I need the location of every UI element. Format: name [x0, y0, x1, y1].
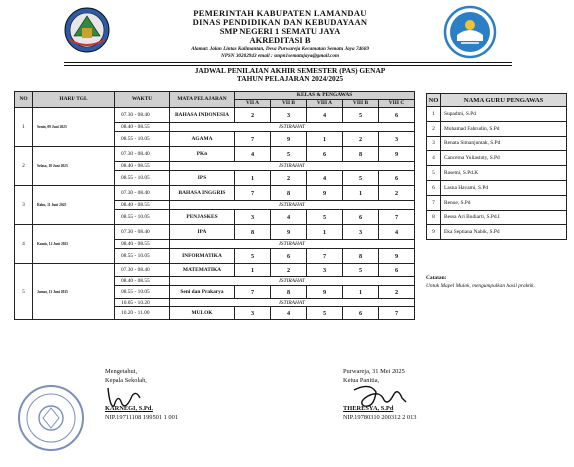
proctor-number: 1: [307, 132, 343, 147]
proctor-number: 2: [271, 264, 307, 277]
subject: PKn: [170, 147, 235, 162]
teacher-no: 6: [427, 180, 441, 195]
time-slot: 08.55 - 10.05: [115, 249, 170, 264]
time-slot: 08.40 - 08.55: [115, 162, 170, 171]
signatory-nip: NIP.19711108 199501 1 001: [105, 414, 179, 421]
proctor-number: 6: [343, 307, 379, 320]
time-slot: 08.40 - 08.55: [115, 240, 170, 249]
header-class: VIII C: [379, 100, 415, 108]
day-number: 2: [15, 147, 33, 186]
day-number: 3: [15, 186, 33, 225]
proctor-number: 1: [307, 225, 343, 240]
signatory-nip: NIP.19780310 200312 2 013: [343, 414, 417, 421]
teacher-name: Renoe, S.Pd: [441, 195, 567, 210]
letterhead-school: SMP NEGERI 1 SEMATU JAYA: [219, 26, 341, 36]
day-date: Kamis, 12 Juni 2025: [33, 225, 115, 264]
time-slot: 07.30 - 08.40: [115, 225, 170, 240]
signature-line-1: Purwareja, 31 Mei 2025: [343, 368, 405, 375]
header-class: VII A: [235, 100, 271, 108]
table-row: [15, 225, 415, 240]
district-logo-icon: [62, 6, 112, 54]
note-text: Untuk Mapel Mulok, mengumpulkan hasil praktik.: [426, 283, 535, 289]
subject: Seni dan Prakarya: [170, 286, 235, 299]
header-day: HARI/ TGL: [33, 92, 115, 108]
proctor-number: 8: [343, 249, 379, 264]
proctor-number: 5: [343, 171, 379, 186]
table-row: [15, 186, 415, 201]
signature-line-1: Mengetahui,: [105, 368, 138, 375]
teacher-no: 4: [427, 151, 441, 166]
time-slot: 08.55 - 10.05: [115, 286, 170, 299]
time-slot: 07.30 - 08.40: [115, 147, 170, 162]
proctor-number: 5: [307, 210, 343, 225]
committee-chair-signature-icon: [350, 380, 410, 414]
teacher-row: [427, 121, 567, 136]
teacher-name: Supadmi, S.Pd: [441, 107, 567, 122]
proctor-number: 8: [343, 147, 379, 162]
proctor-number: 7: [235, 286, 271, 299]
proctor-number: 7: [379, 307, 415, 320]
proctor-number: 2: [379, 286, 415, 299]
break-label: ISTIRAHAT: [170, 201, 415, 210]
proctor-number: 3: [307, 264, 343, 277]
proctor-number: 9: [307, 186, 343, 201]
signature-line-2: Ketua Panitia,: [343, 377, 380, 384]
proctor-number: 1: [343, 186, 379, 201]
time-slot: 10.20 - 11.00: [115, 307, 170, 320]
teacher-row: [427, 180, 567, 195]
proctor-number: 2: [343, 132, 379, 147]
proctor-number: 6: [379, 108, 415, 123]
header-no: NO: [15, 92, 33, 108]
teacher-row: [427, 225, 567, 240]
proctor-number: 9: [307, 286, 343, 299]
letterhead-department: DINAS PENDIDIKAN DAN KEBUDAYAAN: [192, 17, 368, 27]
document-title: [130, 67, 450, 83]
headmaster-signature-icon: [104, 384, 144, 412]
teacher-no: 3: [427, 136, 441, 151]
time-slot: 08.40 - 08.55: [115, 277, 170, 286]
time-slot: 07.30 - 08.40: [115, 264, 170, 277]
letterhead-contact: NPSN 30202943 email : smpn1sematujaya@gmail.com: [220, 53, 339, 59]
proctor-number: 3: [343, 225, 379, 240]
break-label: ISTIRAHAT: [170, 240, 415, 249]
exam-schedule-table: [14, 91, 415, 320]
proctor-number: 7: [235, 132, 271, 147]
subject: MULOK: [170, 307, 235, 320]
proctor-number: 4: [307, 108, 343, 123]
day-date: Jumat, 13 Juni 2025: [33, 264, 115, 320]
subject: MATEMATIKA: [170, 264, 235, 277]
break-label: ISTIRAHAT: [170, 299, 415, 307]
school-stamp-icon: [13, 383, 93, 453]
proctor-number: 9: [379, 249, 415, 264]
proctor-number: 5: [271, 147, 307, 162]
proctor-number: 8: [271, 186, 307, 201]
title-line-2: TAHUN PELAJARAN 2024/2025: [236, 74, 344, 83]
note-label: Catatan:: [426, 275, 447, 281]
teacher-header-name: NAMA GURU PENGAWAS: [441, 94, 567, 107]
subject: IPA: [170, 225, 235, 240]
teacher-row: [427, 151, 567, 166]
day-date: Selasa, 10 Juni 2025: [33, 147, 115, 186]
proctor-number: 6: [379, 264, 415, 277]
teacher-row: [427, 210, 567, 225]
title-line-1: JADWAL PENILAIAN AKHIR SEMESTER (PAS) GENAP: [194, 66, 386, 75]
proctor-number: 4: [307, 171, 343, 186]
proctor-number: 4: [271, 210, 307, 225]
proctor-number: 6: [307, 147, 343, 162]
proctor-number: 3: [235, 307, 271, 320]
proctor-number: 8: [235, 225, 271, 240]
time-slot: 08.55 - 10.05: [115, 171, 170, 186]
proctor-teacher-table: [426, 93, 567, 240]
teacher-row: [427, 107, 567, 122]
time-slot: 08.55 - 10.05: [115, 132, 170, 147]
proctor-number: 5: [235, 249, 271, 264]
header-class: VIII A: [307, 100, 343, 108]
teacher-no: 9: [427, 225, 441, 240]
proctor-number: 9: [379, 147, 415, 162]
break-label: ISTIRAHAT: [170, 123, 415, 132]
table-row: [15, 108, 415, 123]
proctor-number: 6: [343, 210, 379, 225]
day-date: Senin, 09 Juni 2025: [33, 108, 115, 147]
proctor-number: 1: [343, 286, 379, 299]
teacher-no: 5: [427, 166, 441, 181]
tut-wuri-handayani-logo-icon: [443, 5, 497, 59]
teacher-no: 2: [427, 121, 441, 136]
day-number: 4: [15, 225, 33, 264]
proctor-number: 8: [271, 286, 307, 299]
proctor-number: 5: [343, 264, 379, 277]
subject: PENJASKES: [170, 210, 235, 225]
proctor-number: 6: [271, 249, 307, 264]
teacher-no: 7: [427, 195, 441, 210]
header-class: VII B: [271, 100, 307, 108]
signatory-name: KARNEGI, S.Pd.: [105, 405, 153, 412]
signatory-name: THERESYA, S.Pd: [343, 405, 394, 412]
signature-line-2: Kepala Sekolah,: [105, 377, 147, 384]
proctor-number: 7: [235, 186, 271, 201]
letterhead-address: Alamat: Jalan Lintas Kalimantan, Desa Purwareja Kecamatan Sematu Jaya 74669: [191, 46, 369, 52]
table-row: [15, 264, 415, 277]
teacher-header-no: NO: [427, 94, 441, 107]
time-slot: 08.55 - 10.05: [115, 210, 170, 225]
header-class-group: KELAS & PENGAWAS: [235, 92, 415, 100]
proctor-number: 4: [235, 147, 271, 162]
teacher-name: Lasna Havami, S.Pd: [441, 180, 567, 195]
subject: BAHASA INGGRIS: [170, 186, 235, 201]
teacher-name: Rasemi, S.Pd.K: [441, 166, 567, 181]
subject: BAHASA INDONESIA: [170, 108, 235, 123]
proctor-number: 9: [271, 225, 307, 240]
teacher-row: [427, 136, 567, 151]
proctor-number: 1: [235, 171, 271, 186]
proctor-number: 2: [235, 108, 271, 123]
time-slot: 07.30 - 08.40: [115, 108, 170, 123]
day-number: 1: [15, 108, 33, 147]
proctor-number: 4: [271, 307, 307, 320]
subject: INFORMATIKA: [170, 249, 235, 264]
teacher-row: [427, 166, 567, 181]
table-row: [15, 147, 415, 162]
teacher-no: 1: [427, 107, 441, 122]
header-class: VIII B: [343, 100, 379, 108]
time-slot: 07.30 - 08.40: [115, 186, 170, 201]
break-label: ISTIRAHAT: [170, 162, 415, 171]
proctor-number: 6: [379, 171, 415, 186]
subject: AGAMA: [170, 132, 235, 147]
proctor-number: 1: [235, 264, 271, 277]
time-slot: 10.05 - 10.20: [115, 299, 170, 307]
time-slot: 08.40 - 08.55: [115, 123, 170, 132]
subject: IPS: [170, 171, 235, 186]
letterhead: [130, 9, 430, 60]
proctor-number: 5: [307, 307, 343, 320]
proctor-number: 7: [379, 210, 415, 225]
note: [426, 274, 571, 290]
proctor-number: 7: [307, 249, 343, 264]
day-number: 5: [15, 264, 33, 320]
proctor-number: 4: [379, 225, 415, 240]
header-time: WAKTU: [115, 92, 170, 108]
teacher-name: Renata Simanjuntak, S.Pd: [441, 136, 567, 151]
day-date: Rabu, 11 Juni 2025: [33, 186, 115, 225]
proctor-number: 2: [271, 171, 307, 186]
proctor-number: 9: [271, 132, 307, 147]
proctor-number: 2: [379, 186, 415, 201]
teacher-name: Bessa Ari Budiarti, S.Pd.I: [441, 210, 567, 225]
letterhead-accreditation: AKREDITASI B: [249, 35, 311, 45]
time-slot: 08.40 - 08.55: [115, 201, 170, 210]
proctor-number: 3: [271, 108, 307, 123]
teacher-name: Mohamad Fahrudin, S.Pd: [441, 121, 567, 136]
proctor-number: 5: [343, 108, 379, 123]
teacher-row: [427, 195, 567, 210]
teacher-name: Eka Septiana Nabik, S.Pd: [441, 225, 567, 240]
letterhead-rule-thick: [64, 62, 512, 63]
proctor-number: 3: [235, 210, 271, 225]
letterhead-government: PEMERINTAH KABUPATEN LAMANDAU: [193, 8, 367, 18]
break-label: ISTIRAHAT: [170, 277, 415, 286]
header-subject: MATA PELAJARAN: [170, 92, 235, 108]
teacher-no: 8: [427, 210, 441, 225]
proctor-number: 3: [379, 132, 415, 147]
teacher-name: Cancerna Yuliastuty, S.Pd: [441, 151, 567, 166]
